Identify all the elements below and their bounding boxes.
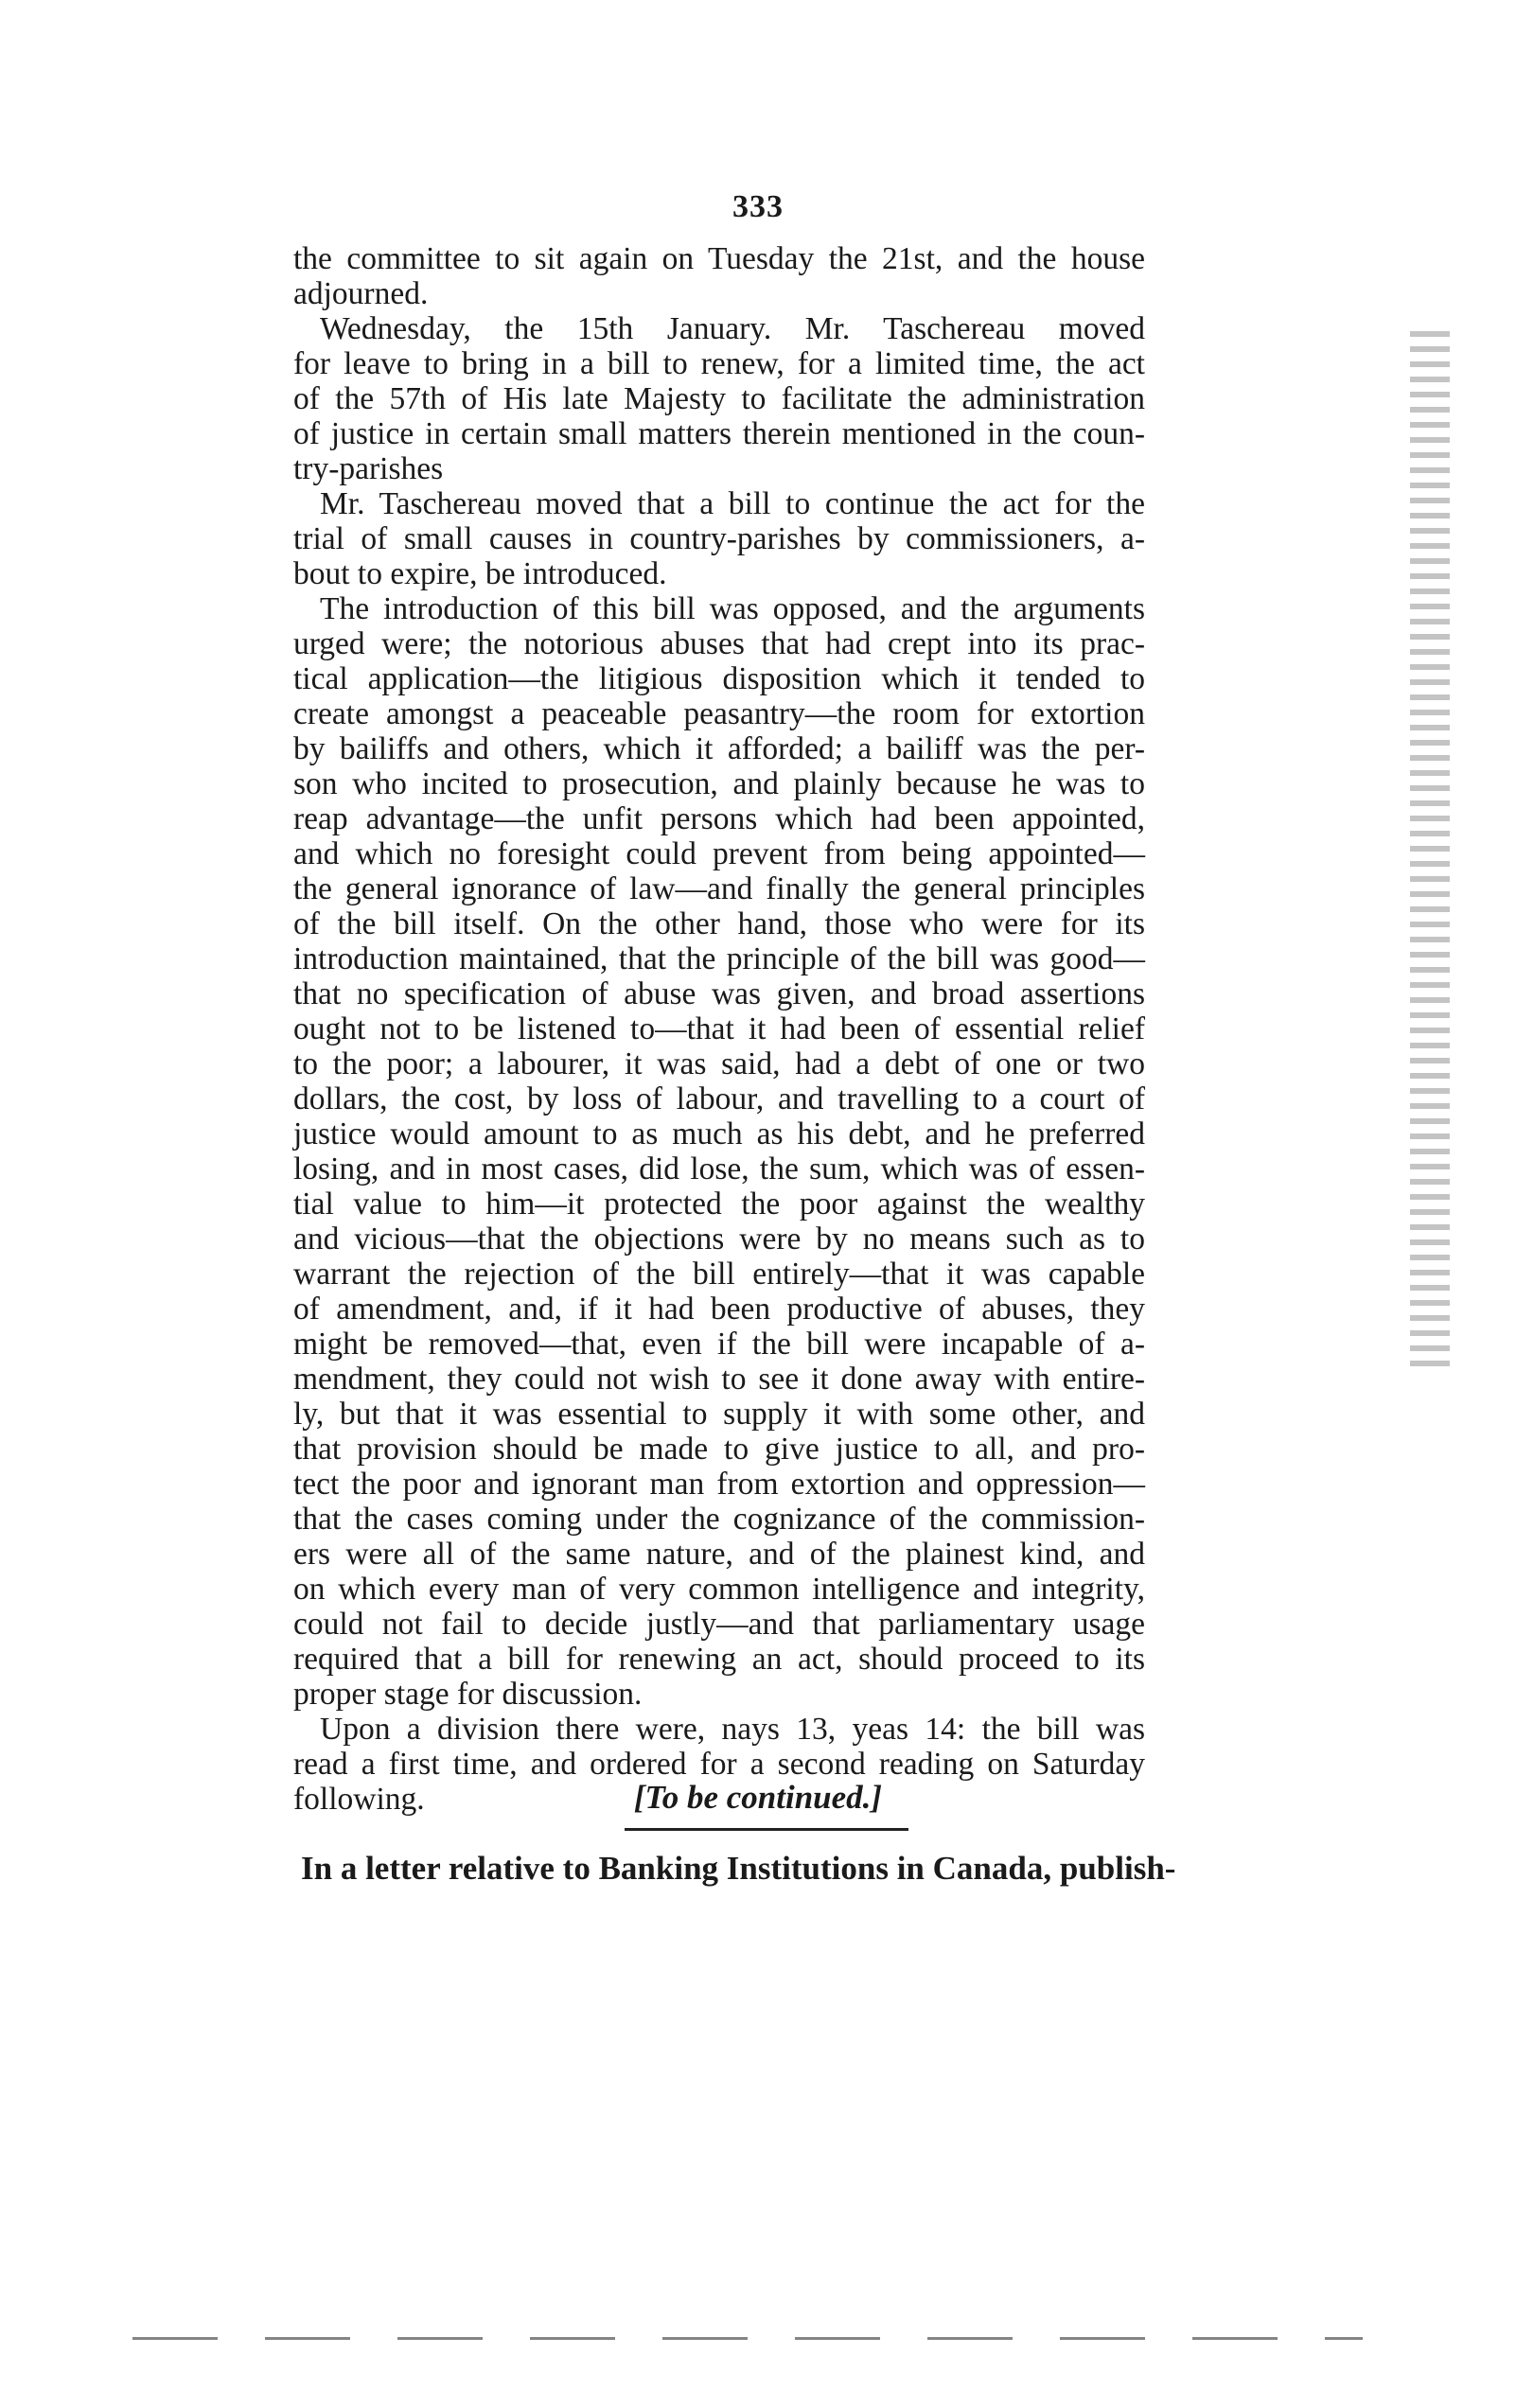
body-text (293, 241, 1145, 1817)
text-line: ly, but that it was essential to supply it with some other, and (293, 1397, 1145, 1432)
text-line: required that a bill for renewing an act, should proceed to its (293, 1642, 1145, 1677)
text-line: for leave to bring in a bill to renew, for a limited time, the act (293, 346, 1145, 381)
text-line: of the bill itself. On the other hand, those who were for its (293, 906, 1145, 941)
text-line: reap advantage—the unfit persons which had been appointed, (293, 801, 1145, 836)
text-line: to the poor; a labourer, it was said, had a debt of one or two (293, 1046, 1145, 1081)
bottom-scan-artifact (132, 2337, 1363, 2340)
margin-scan-artifact (1410, 331, 1450, 1372)
text-line: justice would amount to as much as his debt, and he preferred (293, 1116, 1145, 1151)
text-line: urged were; the notorious abuses that had crept into its prac- (293, 626, 1145, 661)
text-line: tial value to him—it protected the poor against the wealthy (293, 1186, 1145, 1222)
text-line: Wednesday, the 15th January. Mr. Taschereau moved (320, 311, 1145, 346)
text-line: that provision should be made to give justice to all, and pro- (293, 1432, 1145, 1467)
text-line: proper stage for discussion. (293, 1677, 643, 1712)
text-line: might be removed—that, even if the bill were incapable of a- (293, 1327, 1145, 1362)
text-line: create amongst a peaceable peasantry—the room for extortion (293, 696, 1145, 731)
footer-text: In a letter relative to Banking Institutions in Canada, publish- (301, 1850, 1176, 1887)
text-line: Mr. Taschereau moved that a bill to continue the act for the (320, 486, 1145, 521)
text-line: by bailiffs and others, which it afforded; a bailiff was the per- (293, 731, 1145, 766)
text-line: of justice in certain small matters therein mentioned in the coun- (293, 416, 1145, 451)
text-line: of amendment, and, if it had been productive of abuses, they (293, 1292, 1145, 1327)
text-line: following. (293, 1782, 425, 1817)
text-line: trial of small causes in country-parishes by commissioners, a- (293, 521, 1145, 556)
text-line: of the 57th of His late Majesty to facilitate the administration (293, 381, 1145, 416)
text-line: the general ignorance of law—and finally the general principles (293, 871, 1145, 906)
text-line: that no specification of abuse was given, and broad assertions (293, 976, 1145, 1011)
text-line: son who incited to prosecution, and plainly because he was to (293, 766, 1145, 801)
text-line: The introduction of this bill was opposed, and the arguments (320, 591, 1145, 626)
text-line: ers were all of the same nature, and of the plainest kind, and (293, 1537, 1145, 1572)
text-line: ought not to be listened to—that it had been of essential relief (293, 1011, 1145, 1046)
text-line: dollars, the cost, by loss of labour, and travelling to a court of (293, 1081, 1145, 1116)
text-line: adjourned. (293, 276, 429, 311)
text-line: read a first time, and ordered for a second reading on Saturday (293, 1747, 1145, 1782)
text-line: bout to expire, be introduced. (293, 556, 667, 591)
text-line: on which every man of very common intelligence and integrity, (293, 1572, 1145, 1607)
text-line: that the cases coming under the cognizance of the commission- (293, 1502, 1145, 1537)
page-number: 333 (732, 189, 784, 224)
text-line: losing, and in most cases, did lose, the sum, which was of essen- (293, 1151, 1145, 1186)
text-line: the committee to sit again on Tuesday the 21st, and the house (293, 241, 1145, 276)
text-line: try-parishes (293, 451, 444, 486)
text-line: tect the poor and ignorant man from extortion and oppression— (293, 1467, 1145, 1502)
section-divider (625, 1828, 908, 1831)
text-line: tical application—the litigious disposition which it tended to (293, 661, 1145, 696)
text-line: Upon a division there were, nays 13, yeas 14: the bill was (320, 1712, 1145, 1747)
text-line: introduction maintained, that the principle of the bill was good— (293, 941, 1145, 976)
text-line: and vicious—that the objections were by no means such as to (293, 1222, 1145, 1257)
text-line: mendment, they could not wish to see it done away with entire- (293, 1362, 1145, 1397)
text-line: and which no foresight could prevent from being appointed— (293, 836, 1145, 871)
to-be-continued-note: [To be continued.] (633, 1779, 883, 1816)
text-line: could not fail to decide justly—and that parliamentary usage (293, 1607, 1145, 1642)
text-line: warrant the rejection of the bill entirely—that it was capable (293, 1257, 1145, 1292)
